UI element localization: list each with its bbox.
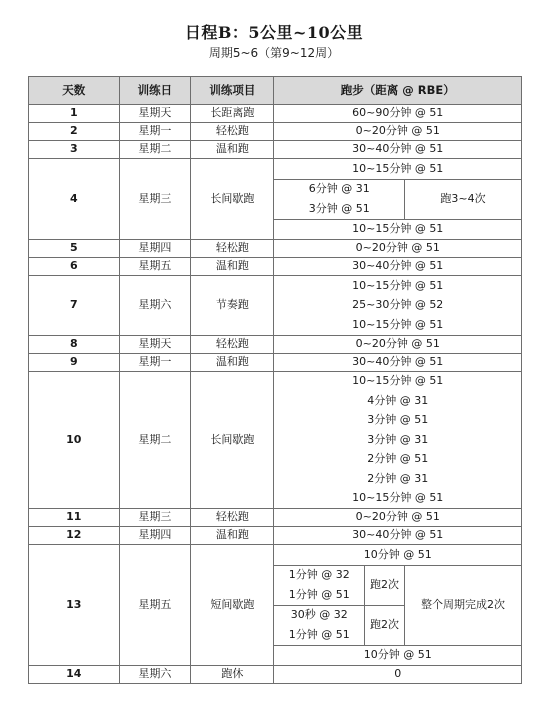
run-detail: 0~20分钟 @ 51 [274,335,522,353]
weekday: 星期六 [119,666,191,684]
training-item: 轻松跑 [191,509,274,527]
training-item: 长间歇跑 [191,159,274,240]
training-item: 节奏跑 [191,276,274,336]
run-detail: 30~40分钟 @ 51 [274,527,522,545]
run-cooldown: 10分钟 @ 51 [274,645,522,666]
day-number: 2 [29,123,120,141]
run-detail: 0~20分钟 @ 51 [274,509,522,527]
run-detail: 0~20分钟 @ 51 [274,123,522,141]
header-run: 跑步（距离 @ RBE） [274,77,522,105]
weekday: 星期三 [119,159,191,240]
weekday: 星期天 [119,105,191,123]
weekday: 星期四 [119,240,191,258]
day-number: 4 [29,159,120,240]
page-title: 日程B：5公里~10公里 [184,23,364,42]
interval-effort: 30秒 @ 32 [274,605,365,625]
header-training-item: 训练项目 [191,77,274,105]
interval-recovery: 3分钟 @ 51 [274,199,405,219]
weekday: 星期天 [119,335,191,353]
table-row [29,159,522,180]
day-number: 3 [29,141,120,159]
interval-repeat: 跑2次 [365,565,405,605]
day-number: 10 [29,371,120,509]
interval-line: 4分钟 @ 31 [274,391,522,411]
interval-repeat: 跑2次 [365,605,405,645]
run-warmup: 10分钟 @ 51 [274,545,522,566]
weekday: 星期三 [119,509,191,527]
table-row [29,371,522,391]
weekday: 星期一 [119,123,191,141]
page-subtitle: 周期5~6（第9~12周） [208,46,340,60]
table-row [29,141,522,159]
table-row [29,276,522,296]
run-detail: 0 [274,666,522,684]
weekday: 星期四 [119,527,191,545]
weekday: 星期五 [119,545,191,666]
interval-effort: 1分钟 @ 32 [274,565,365,585]
run-warmup: 10~15分钟 @ 51 [274,276,522,296]
run-tempo: 25~30分钟 @ 52 [274,296,522,316]
day-number: 6 [29,258,120,276]
day-number: 13 [29,545,120,666]
day-number: 8 [29,335,120,353]
training-item: 短间歇跑 [191,545,274,666]
run-detail: 0~20分钟 @ 51 [274,240,522,258]
cycle-repeat: 整个周期完成2次 [405,565,522,645]
table-row [29,123,522,141]
table-row [29,509,522,527]
day-number: 12 [29,527,120,545]
run-detail: 30~40分钟 @ 51 [274,141,522,159]
table-row [29,666,522,684]
run-detail: 60~90分钟 @ 51 [274,105,522,123]
weekday: 星期一 [119,353,191,371]
header-day-number: 天数 [29,77,120,105]
table-row [29,353,522,371]
day-number: 7 [29,276,120,336]
table-row [29,527,522,545]
schedule-table [28,76,522,684]
header-training-day: 训练日 [119,77,191,105]
interval-effort: 6分钟 @ 31 [274,179,405,199]
run-cooldown: 10~15分钟 @ 51 [274,219,522,240]
run-cooldown: 10~15分钟 @ 51 [274,315,522,335]
training-item: 温和跑 [191,527,274,545]
interval-repeat: 跑3~4次 [405,179,522,219]
training-item: 温和跑 [191,258,274,276]
interval-line: 3分钟 @ 51 [274,411,522,431]
day-number: 11 [29,509,120,527]
weekday: 星期五 [119,258,191,276]
training-item: 长距离跑 [191,105,274,123]
interval-recovery: 1分钟 @ 51 [274,625,365,645]
table-row [29,335,522,353]
interval-recovery: 1分钟 @ 51 [274,585,365,605]
training-item: 温和跑 [191,353,274,371]
table-row [29,105,522,123]
run-detail: 30~40分钟 @ 51 [274,353,522,371]
day-number: 1 [29,105,120,123]
interval-line: 3分钟 @ 31 [274,430,522,450]
table-row [29,240,522,258]
training-item: 轻松跑 [191,123,274,141]
interval-line: 2分钟 @ 31 [274,469,522,489]
training-item: 温和跑 [191,141,274,159]
training-item: 长间歇跑 [191,371,274,509]
run-warmup: 10~15分钟 @ 51 [274,159,522,180]
interval-line: 10~15分钟 @ 51 [274,489,522,509]
header-row [29,77,522,105]
weekday: 星期六 [119,276,191,336]
weekday: 星期二 [119,141,191,159]
weekday: 星期二 [119,371,191,509]
day-number: 9 [29,353,120,371]
training-item: 跑休 [191,666,274,684]
run-detail: 30~40分钟 @ 51 [274,258,522,276]
interval-line: 2分钟 @ 51 [274,450,522,470]
table-row [29,545,522,566]
day-number: 5 [29,240,120,258]
training-item: 轻松跑 [191,335,274,353]
table-row [29,258,522,276]
training-item: 轻松跑 [191,240,274,258]
day-number: 14 [29,666,120,684]
interval-line: 10~15分钟 @ 51 [274,371,522,391]
